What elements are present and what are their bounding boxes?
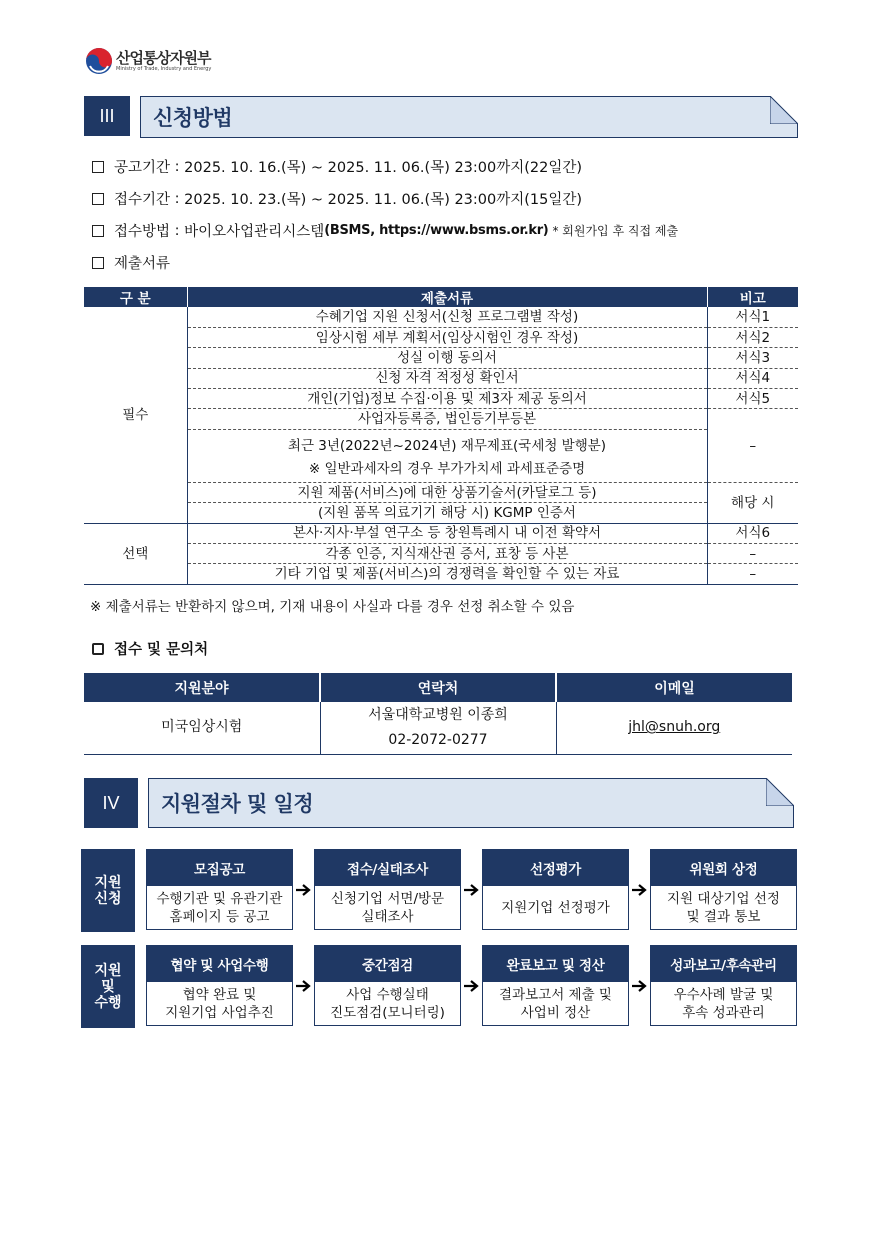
table-row (84, 307, 798, 327)
row-label-line: 지원 (94, 962, 122, 979)
step-selection-eval (482, 849, 629, 930)
doc-cell: 사업자등록증, 법인등기부등본 (187, 409, 707, 429)
contact-phone: 02-2072-0277 (388, 731, 488, 748)
bullet-label: 제출서류 (114, 256, 171, 272)
table-row (84, 389, 798, 409)
bullet-label: 접수기간 (114, 192, 171, 208)
remark-cell: 서식1 (707, 307, 798, 327)
doc-cell: 신청 자격 적정성 확인서 (187, 368, 707, 388)
row-label-line: 수행 (94, 994, 122, 1011)
table-row (84, 429, 798, 455)
row-label-line: 지원 (94, 874, 122, 891)
checkbox-square-icon (92, 161, 104, 173)
bsms-link[interactable]: (BSMS, https://www.bsms.or.kr) (324, 223, 549, 238)
doc-cell: 개인(기업)정보 수집·이용 및 제3자 제공 동의서 (187, 389, 707, 409)
bullet-value: 바이오사업관리시스템 (184, 224, 325, 240)
bullet-label: 공고기간 (114, 160, 171, 176)
step-title: 중간점검 (315, 946, 460, 982)
step-outcome-report (650, 945, 797, 1026)
step-title: 완료보고 및 정산 (483, 946, 628, 982)
remark-cell: 서식3 (707, 348, 798, 368)
section-3-header (84, 96, 798, 138)
doc-cell: 임상시험 세부 계획서(임상시험인 경우 작성) (187, 327, 707, 347)
doc-cell: 기타 기업 및 제품(서비스)의 경쟁력을 확인할 수 있는 자료 (187, 564, 707, 584)
page-fold-icon (766, 778, 794, 806)
checkbox-square-icon (92, 193, 104, 205)
table-row (84, 409, 798, 429)
step-receipt-survey (314, 849, 461, 930)
section-3-title: 신청방법 (153, 106, 233, 130)
step-body (315, 886, 460, 929)
remark-cell: – (707, 544, 798, 564)
bullet-value: 2025. 10. 23.(목) ~ 2025. 11. 06.(목) 23:00까지(15일간) (184, 192, 583, 208)
category-required: 필수 (84, 307, 187, 523)
col-header-contact: 연락처 (320, 673, 556, 702)
table-row (84, 455, 798, 482)
contact-heading-text: 접수 및 문의처 (114, 642, 209, 658)
remark-cell: 해당 시 (707, 482, 798, 523)
arrow-right-icon (464, 979, 480, 993)
row-label-apply (81, 849, 135, 932)
step-body-line: 지원기업 선정평가 (501, 899, 610, 916)
step-midterm-check (314, 945, 461, 1026)
step-title: 선정평가 (483, 850, 628, 886)
table-row (84, 564, 798, 584)
section-4-title: 지원절차 및 일정 (161, 792, 314, 816)
checkbox-square-icon (92, 225, 104, 237)
ministry-logo (84, 46, 211, 76)
bullet-label: 접수방법 (114, 224, 171, 240)
bullet-note: * 회원가입 후 직접 제출 (552, 224, 679, 238)
step-body (147, 886, 292, 929)
step-body-line: 및 결과 통보 (686, 908, 761, 925)
step-body (483, 886, 628, 929)
step-body-line: 진도점검(모니터링) (330, 1004, 445, 1021)
col-header-field: 지원분야 (84, 673, 320, 702)
doc-cell: (지원 품목 의료기기 해당 시) KGMP 인증서 (187, 503, 707, 523)
logo-name-kr: 산업통상자원부 (116, 48, 211, 67)
email-cell (556, 702, 792, 754)
arrow-right-icon (464, 883, 480, 897)
step-recruit-notice (146, 849, 293, 930)
doc-cell: 최근 3년(2022년~2024년) 재무제표(국세청 발행분) (287, 438, 607, 455)
step-body (651, 886, 796, 929)
table-row (84, 503, 798, 523)
table-row (84, 523, 798, 543)
bullet-sep: : (174, 222, 180, 239)
step-body-line: 우수사례 발굴 및 (673, 986, 774, 1003)
step-body-line: 지원 대상기업 선정 (667, 890, 780, 907)
col-header-remark: 비고 (707, 287, 798, 307)
step-title: 위원회 상정 (651, 850, 796, 886)
contact-table (84, 673, 792, 755)
step-body-line: 협약 완료 및 (182, 986, 257, 1003)
remark-cell: – (707, 564, 798, 584)
remark-cell: 서식5 (707, 389, 798, 409)
contact-name: 서울대학교병원 이종희 (368, 706, 508, 723)
bullet-sep: : (174, 190, 180, 207)
step-body (651, 982, 796, 1025)
step-body-line: 홈페이지 등 공고 (169, 908, 270, 925)
arrow-right-icon (632, 883, 648, 897)
taegeuk-emblem-icon (84, 46, 114, 76)
col-header-category: 구 분 (84, 287, 187, 307)
step-completion-report (482, 945, 629, 1026)
remark-cell: 서식6 (707, 523, 798, 543)
support-field: 미국임상시험 (84, 702, 320, 754)
step-body (483, 982, 628, 1025)
step-body-line: 사업비 정산 (520, 1004, 591, 1021)
arrow-right-icon (296, 979, 312, 993)
step-body-line: 신청기업 서면/방문 (330, 890, 445, 907)
checkbox-square-icon (92, 643, 104, 655)
bullet-receipt-method (92, 220, 678, 241)
documents-table (84, 287, 798, 585)
row-label-execute (81, 945, 135, 1028)
doc-cell: 각종 인증, 지식재산권 증서, 표창 등 사본 (187, 544, 707, 564)
step-title: 협약 및 사업수행 (147, 946, 292, 982)
doc-cell: 성실 이행 동의서 (187, 348, 707, 368)
table-row (84, 348, 798, 368)
table-row (84, 327, 798, 347)
step-title: 모집공고 (147, 850, 292, 886)
row-label-line: 및 (101, 978, 115, 995)
step-body (147, 982, 292, 1025)
category-optional: 선택 (84, 523, 187, 584)
section-4-header (84, 778, 794, 828)
remark-cell: 서식4 (707, 368, 798, 388)
bullet-announce-period (92, 156, 582, 177)
arrow-right-icon (296, 883, 312, 897)
col-header-email: 이메일 (556, 673, 792, 702)
col-header-document: 제출서류 (187, 287, 707, 307)
documents-note: ※ 제출서류는 반환하지 않으며, 기재 내용이 사실과 다를 경우 선정 취소할 수 있음 (90, 599, 575, 615)
step-title: 접수/실태조사 (315, 850, 460, 886)
step-body (315, 982, 460, 1025)
step-body-line: 실태조사 (361, 908, 414, 925)
step-body-line: 결과보고서 제출 및 (499, 986, 612, 1003)
bullet-receipt-period (92, 188, 582, 209)
contact-heading (92, 638, 208, 659)
bullet-sep: : (174, 158, 180, 175)
table-row (84, 702, 792, 754)
section-3-number: III (84, 96, 130, 136)
logo-name-en: Ministry of Trade, Industry and Energy (116, 65, 212, 72)
step-committee (650, 849, 797, 930)
checkbox-square-icon (92, 257, 104, 269)
table-row (84, 368, 798, 388)
contact-cell (320, 702, 556, 754)
email-link[interactable]: jhl@snuh.org (628, 719, 721, 736)
bullet-value: 2025. 10. 16.(목) ~ 2025. 11. 06.(목) 23:00까지(22일간) (184, 160, 583, 176)
step-body-line: 수행기관 및 유관기관 (156, 890, 283, 907)
table-row (84, 544, 798, 564)
page-fold-icon (770, 96, 798, 124)
remark-cell: 서식2 (707, 327, 798, 347)
table-row (84, 482, 798, 502)
doc-cell: 지원 제품(서비스)에 대한 상품기술서(카달로그 등) (187, 482, 707, 502)
section-4-number: IV (84, 778, 138, 828)
doc-cell: 본사·지사·부설 연구소 등 창원특례시 내 이전 확약서 (187, 523, 707, 543)
step-body-line: 후속 성과관리 (682, 1004, 765, 1021)
step-title: 성과보고/후속관리 (651, 946, 796, 982)
remark-cell: – (707, 409, 798, 482)
row-label-line: 신청 (94, 890, 122, 907)
step-body-line: 사업 수행실태 (346, 986, 429, 1003)
arrow-right-icon (632, 979, 648, 993)
step-agreement (146, 945, 293, 1026)
doc-cell: ※ 일반과세자의 경우 부가가치세 과세표준증명 (187, 455, 707, 482)
doc-cell: 수혜기업 지원 신청서(신청 프로그램별 작성) (187, 307, 707, 327)
bullet-documents (92, 252, 170, 273)
step-body-line: 지원기업 사업추진 (165, 1004, 274, 1021)
